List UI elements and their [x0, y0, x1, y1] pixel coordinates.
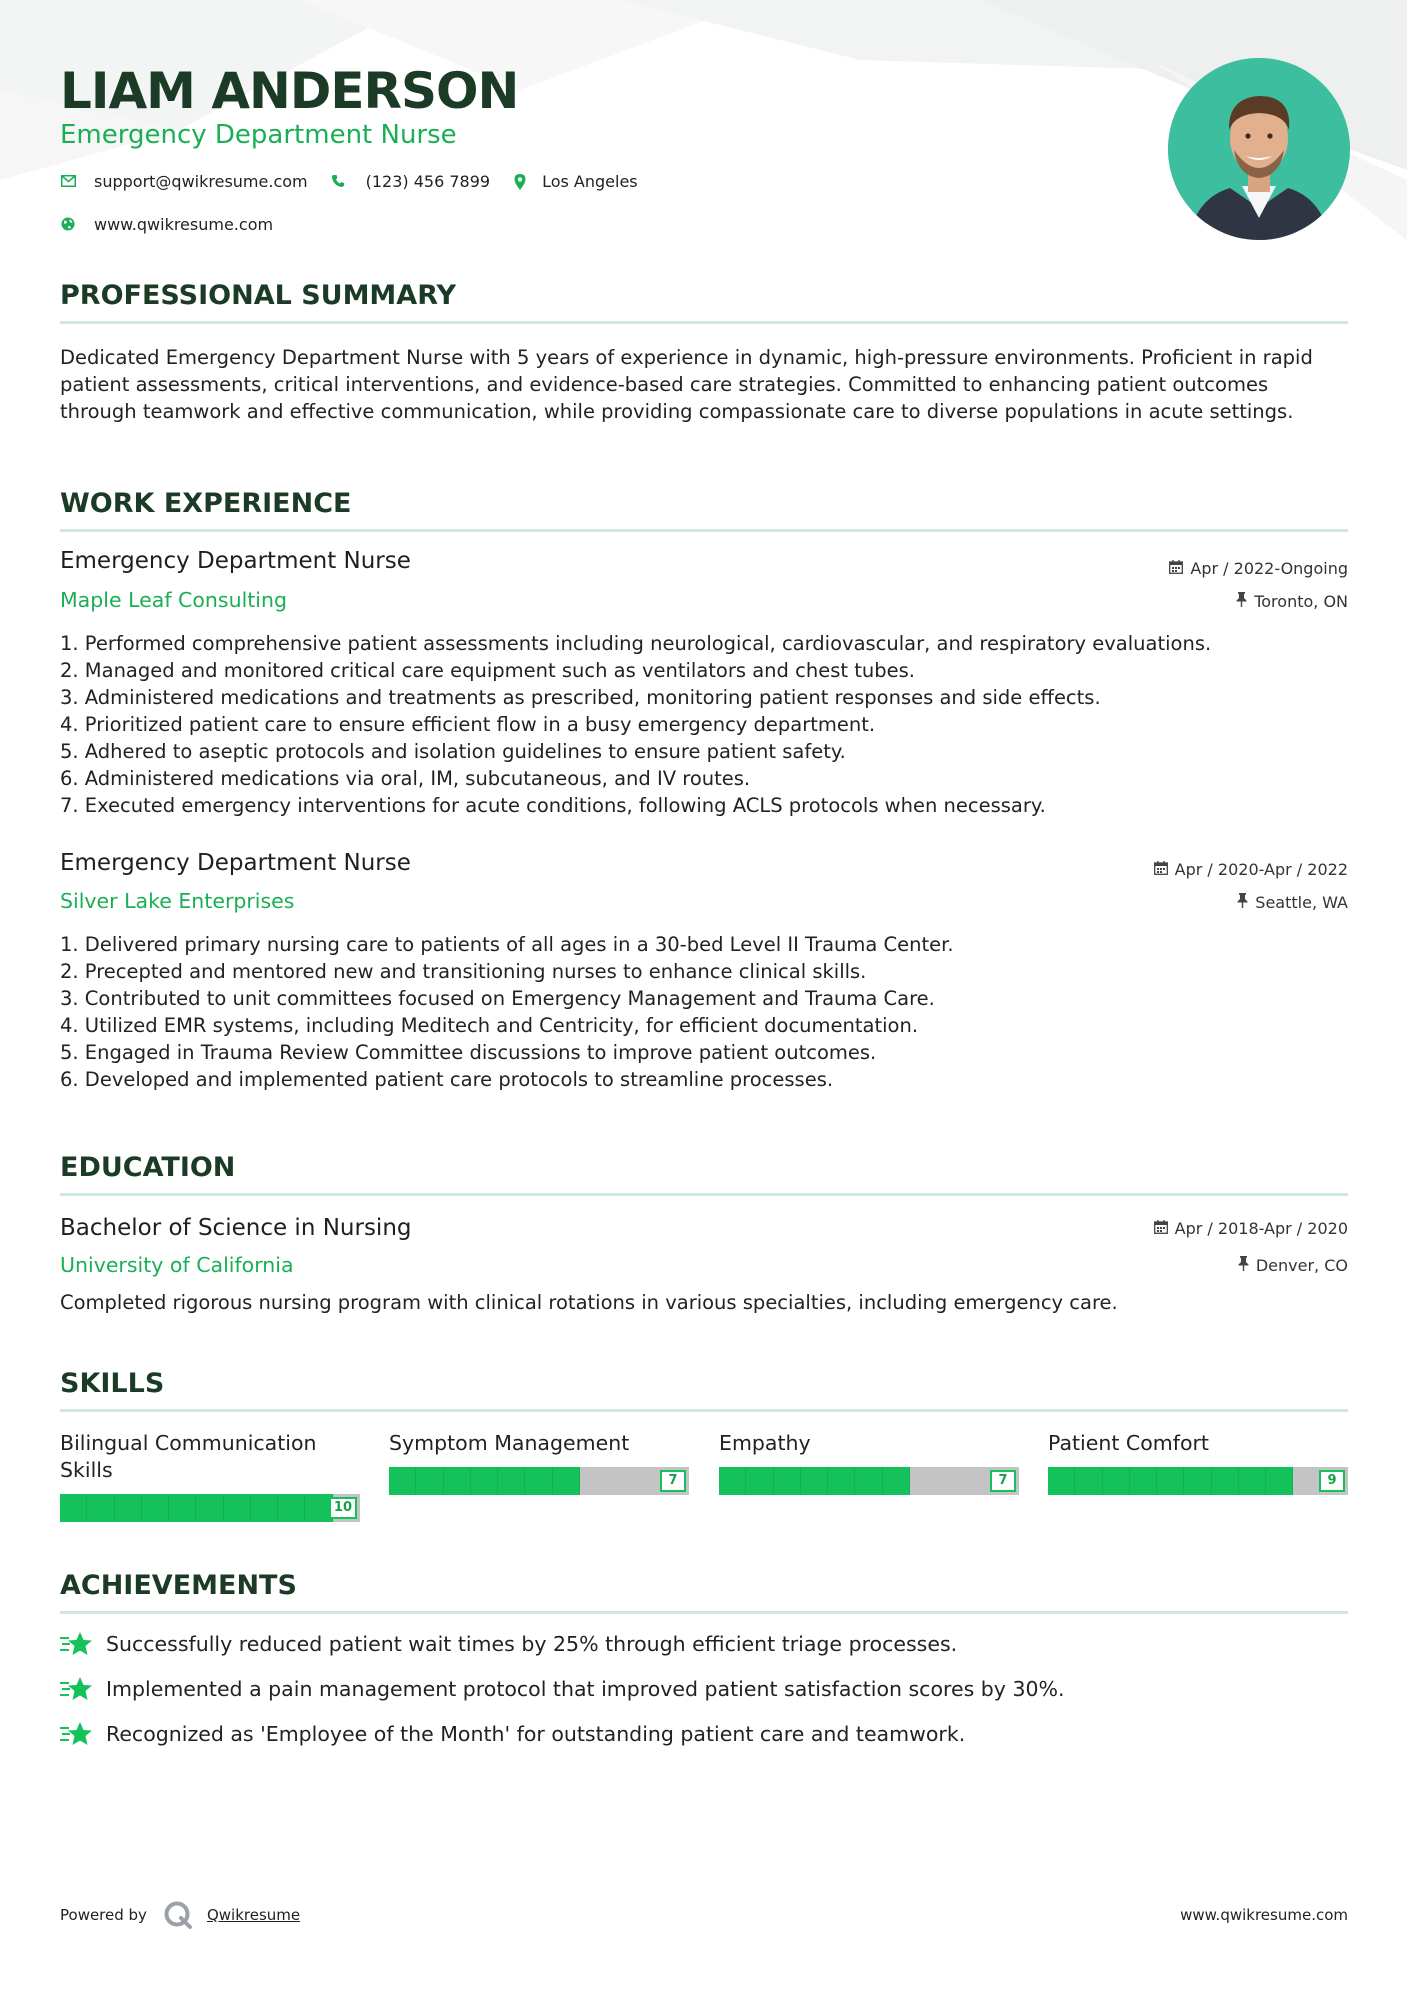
- job-dates-text: Apr / 2020-Apr / 2022: [1174, 860, 1348, 879]
- pushpin-icon: [1237, 893, 1248, 912]
- candidate-name: LIAM ANDERSON: [60, 62, 519, 120]
- contact-row-website: [60, 215, 295, 234]
- achievement-text: Successfully reduced patient wait times by 25% through efficient triage processes.: [106, 1632, 958, 1656]
- job-dates: [1154, 860, 1348, 879]
- experience-heading: WORK EXPERIENCE: [60, 488, 352, 519]
- skill-bar-segment: [169, 1494, 196, 1522]
- calendar-icon: [1154, 1220, 1168, 1238]
- job-dates: [1169, 559, 1348, 578]
- star-award-icon: [60, 1675, 94, 1703]
- skill-bar-segment: [553, 1467, 580, 1495]
- skill-bar-segment: [1266, 1467, 1293, 1495]
- skill-bar-segment: [115, 1494, 142, 1522]
- skill-rating-bar: [719, 1467, 1019, 1495]
- skill-bar-segment: [142, 1494, 169, 1522]
- education-dates: [1154, 1219, 1348, 1238]
- contact-phone[interactable]: [330, 172, 490, 191]
- location-text: Los Angeles: [542, 172, 638, 191]
- skill-bar-segment: [1075, 1467, 1102, 1495]
- list-item: 2. Managed and monitored critical care equipment such as ventilators and chest tubes.: [60, 659, 915, 682]
- skill-item: [719, 1430, 1019, 1488]
- skill-bar-segment: [416, 1467, 443, 1495]
- experience-divider: [60, 529, 1348, 532]
- website-text: www.qwikresume.com: [94, 215, 274, 234]
- job-location: [1236, 592, 1348, 611]
- skill-bar-segment: [196, 1494, 223, 1522]
- email-text: support@qwikresume.com: [94, 172, 308, 191]
- education-description: Completed rigorous nursing program with clinical rotations in various specialties, including emergency care.: [60, 1291, 1118, 1314]
- education-location-text: Denver, CO: [1255, 1256, 1348, 1275]
- education-location: [1238, 1256, 1348, 1275]
- powered-by-label: Powered by: [60, 1906, 147, 1924]
- job-dates-text: Apr / 2022-Ongoing: [1190, 559, 1348, 578]
- skill-bar-segment: [1048, 1467, 1075, 1495]
- list-item: 5. Engaged in Trauma Review Committee discussions to improve patient outcomes.: [60, 1041, 877, 1064]
- job-duties-list: [60, 630, 1348, 819]
- job-company: Silver Lake Enterprises: [60, 889, 295, 913]
- qwikresume-link[interactable]: Qwikresume: [206, 1906, 301, 1924]
- achievement-text: Implemented a pain management protocol that improved patient satisfaction scores by 30%.: [106, 1677, 1065, 1701]
- skill-bar-segment: [444, 1467, 471, 1495]
- skill-score: 7: [990, 1470, 1016, 1492]
- achievements-divider: [60, 1611, 1348, 1614]
- list-item: 2. Precepted and mentored new and transitioning nurses to enhance clinical skills.: [60, 960, 867, 983]
- skill-item: [60, 1430, 360, 1515]
- list-item: 6. Administered medications via oral, IM, subcutaneous, and IV routes.: [60, 767, 751, 790]
- candidate-role: Emergency Department Nurse: [60, 120, 457, 150]
- skill-bar-segment: [1130, 1467, 1157, 1495]
- summary-text: Dedicated Emergency Department Nurse with 5 years of experience in dynamic, high-pressure environments. Proficient in rapid patient assessments, critical interventions, and evidence-based care strategies. Committed to enhancing patient outcomes through teamwork and effective communication, while providing compassionate care to diverse populations in acute settings.: [60, 346, 1313, 423]
- skill-rating-bar: [389, 1467, 689, 1495]
- skill-rating-bar: [1048, 1467, 1348, 1495]
- skill-bar-segment: [1212, 1467, 1239, 1495]
- contact-location: [512, 172, 638, 191]
- list-item: 1. Performed comprehensive patient assessments including neurological, cardiovascular, and respiratory evaluations.: [60, 632, 1212, 655]
- job-company: Maple Leaf Consulting: [60, 588, 288, 612]
- phone-icon: [330, 174, 346, 190]
- footer-website-link[interactable]: www.qwikresume.com: [1180, 1906, 1348, 1924]
- skill-bar-segment: [1184, 1467, 1211, 1495]
- achievement-item: [60, 1720, 965, 1748]
- job-location: [1237, 893, 1348, 912]
- education-heading: EDUCATION: [60, 1152, 236, 1183]
- skill-bar-segment: [855, 1467, 882, 1495]
- skill-score: 9: [1319, 1470, 1345, 1492]
- job-duties-list: [60, 931, 1348, 1093]
- list-item: 3. Contributed to unit committees focused on Emergency Management and Trauma Care.: [60, 987, 935, 1010]
- list-item: 1. Delivered primary nursing care to patients of all ages in a 30-bed Level II Trauma Center.: [60, 933, 954, 956]
- phone-text: (123) 456 7899: [365, 172, 491, 191]
- list-item: 3. Administered medications and treatments as prescribed, monitoring patient responses and side effects.: [60, 686, 1101, 709]
- skill-bar-segment: [224, 1494, 251, 1522]
- star-award-icon: [60, 1720, 94, 1748]
- skill-name: Empathy: [719, 1431, 811, 1455]
- calendar-icon: [1154, 861, 1168, 879]
- skill-bar-segment: [883, 1467, 910, 1495]
- job-title: Emergency Department Nurse: [60, 548, 411, 574]
- skill-score: 10: [329, 1497, 357, 1519]
- contact-website[interactable]: [60, 215, 273, 234]
- skill-bar-segment: [525, 1467, 552, 1495]
- skill-bar-segment: [471, 1467, 498, 1495]
- footer-powered-by: [60, 1900, 300, 1930]
- skill-bar-segment: [498, 1467, 525, 1495]
- achievement-item: [60, 1675, 1065, 1703]
- pushpin-icon: [1236, 592, 1247, 611]
- list-item: 4. Utilized EMR systems, including Meditech and Centricity, for efficient documentation.: [60, 1014, 919, 1037]
- list-item: 4. Prioritized patient care to ensure efficient flow in a busy emergency department.: [60, 713, 876, 736]
- skill-name: Patient Comfort: [1048, 1431, 1209, 1455]
- globe-icon: [60, 217, 76, 233]
- skill-bar-segment: [828, 1467, 855, 1495]
- list-item: 7. Executed emergency interventions for acute conditions, following ACLS protocols when necessary.: [60, 794, 1046, 817]
- list-item: 6. Developed and implemented patient care protocols to streamline processes.: [60, 1068, 834, 1091]
- job-title: Emergency Department Nurse: [60, 850, 411, 876]
- skill-item: [389, 1430, 689, 1488]
- map-pin-icon: [512, 174, 528, 190]
- skills-heading: SKILLS: [60, 1368, 165, 1399]
- pushpin-icon: [1238, 1256, 1249, 1275]
- contact-row: [60, 172, 660, 191]
- skill-name: Symptom Management: [389, 1431, 630, 1455]
- contact-email[interactable]: [60, 172, 308, 191]
- job-location-text: Seattle, WA: [1255, 893, 1348, 912]
- envelope-icon: [60, 174, 76, 190]
- skill-bar-segment: [87, 1494, 114, 1522]
- skill-bar-segment: [746, 1467, 773, 1495]
- star-award-icon: [60, 1630, 94, 1658]
- skill-item: [1048, 1430, 1348, 1488]
- skill-bar-segment: [1103, 1467, 1130, 1495]
- skill-bar-segment: [801, 1467, 828, 1495]
- skill-bar-segment: [60, 1494, 87, 1522]
- skill-name: Bilingual Communication Skills: [60, 1431, 317, 1482]
- list-item: 5. Adhered to aseptic protocols and isolation guidelines to ensure patient safety.: [60, 740, 846, 763]
- calendar-icon: [1169, 560, 1183, 578]
- education-dates-text: Apr / 2018-Apr / 2020: [1174, 1219, 1348, 1238]
- qwikresume-logo-icon: [163, 1900, 193, 1930]
- job-location-text: Toronto, ON: [1254, 592, 1348, 611]
- skill-bar-segment: [719, 1467, 746, 1495]
- school-name: University of California: [60, 1253, 294, 1277]
- profile-photo: [1168, 58, 1350, 240]
- skill-score: 7: [660, 1470, 686, 1492]
- achievement-item: [60, 1630, 957, 1658]
- achievement-text: Recognized as 'Employee of the Month' for outstanding patient care and teamwork.: [106, 1722, 966, 1746]
- summary-heading: PROFESSIONAL SUMMARY: [60, 280, 457, 311]
- summary-divider: [60, 321, 1348, 324]
- education-divider: [60, 1193, 1348, 1196]
- skill-bar-segment: [1239, 1467, 1266, 1495]
- skill-bar-segment: [774, 1467, 801, 1495]
- skill-bar-segment: [389, 1467, 416, 1495]
- skill-bar-segment: [251, 1494, 278, 1522]
- skill-rating-bar: [60, 1494, 360, 1522]
- degree-title: Bachelor of Science in Nursing: [60, 1215, 412, 1241]
- skill-bar-segment: [1157, 1467, 1184, 1495]
- skill-bar-segment: [278, 1494, 305, 1522]
- skills-divider: [60, 1409, 1348, 1412]
- achievements-heading: ACHIEVEMENTS: [60, 1570, 297, 1601]
